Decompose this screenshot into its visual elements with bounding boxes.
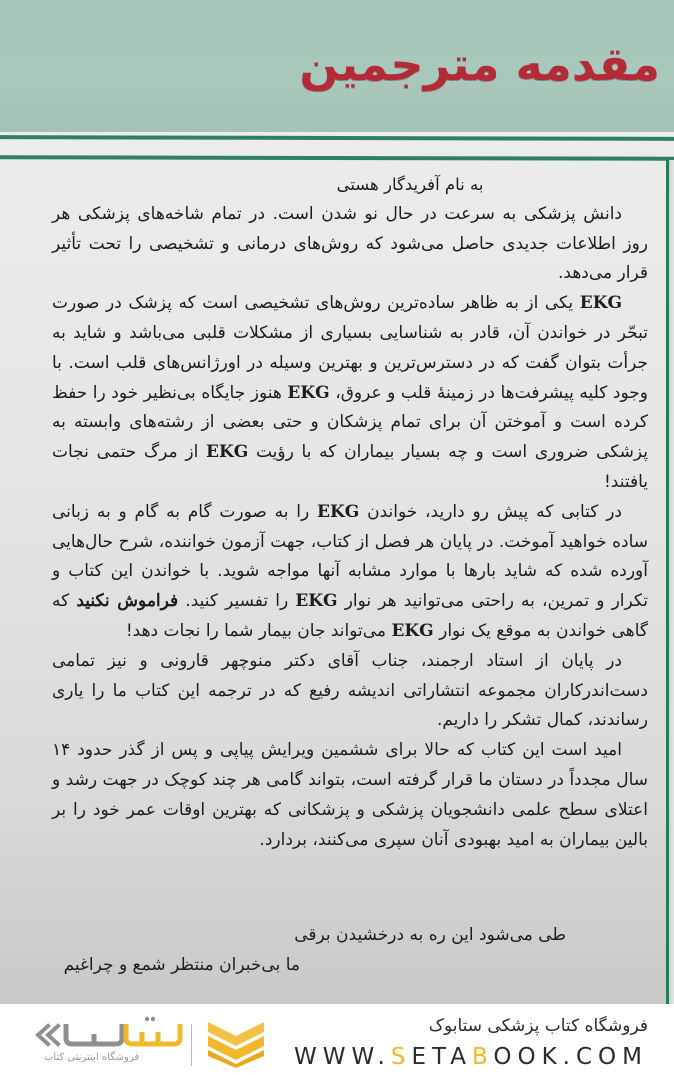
paragraph-text: یکی از به ظاهر ساده‌ترین روش‌های تشخیصی است که پزشک در صورت تبحّر در خواندن آن، قادر به شناسایی بسیاری از مشکلات قلبی می‌باشد و شاید به جرأت بتوان گفت که در دسترس‌ترین و بهترین وسیله در اورژانس‌های قلب است. با وجود کلیه پیشرفت‌ها در زمینهٔ قلب و عروق،	[52, 293, 648, 403]
paragraph-text: می‌تواند جان بیمار شما را نجات دهد!	[125, 620, 392, 641]
url-part: OOK.COM	[493, 1044, 648, 1070]
page-edge-shadow	[669, 160, 674, 1004]
paragraph-text: امید است این کتاب که حالا برای ششمین ویرایش پیاپی و پس از گذر حدود ۱۴ سال مجدداً در دستان ما قرار گرفته است، بتواند گامی هر چند کوچک در جهت رشد و اعتلای سطح علمی دانشجویان پزشکی و پزشکانی که بهترین اوقات عمر خود را بر بالین بیماران به امید بهبودی آنان سپری می‌کنند، بردارد.	[52, 740, 648, 850]
paragraph-text: در پایان از استاد ارجمند، جناب آقای دکتر منوچهر قارونی و نیز تمامی دست‌اندرکاران مجموعه انتشاراتی اندیشه رفیع که در ترجمه این کتاب ما را یاری رساندند، کمال تشکر را داریم.	[52, 650, 648, 731]
logo-divider	[191, 1024, 192, 1066]
paragraph-text: در کتابی که پیش رو دارید، خواندن	[359, 501, 622, 522]
paragraph-text: دانش پزشکی به سرعت در حال نو شدن است. در تمام شاخه‌های پزشکی هر روز اطلاعات جدیدی حاصل می‌شود که روش‌های درمانی و تشخیصی را تحت تأثیر قرار می‌دهد.	[52, 203, 648, 284]
invocation-line: به نام آفریدگار هستی	[336, 175, 484, 194]
paragraph-text: را به صورت گام به گام و به زبانی ساده خواهید آموخت. در پایان هر فصل از کتاب، جهت آزمون خواننده، شرح حال‌هایی آورده شده که شاید بارها با موارد مشابه آنها مواجه شوید. با خواندن این کتاب و تکرار و تمرین، به راحتی می‌توانید هر نوار	[52, 501, 649, 612]
poem-line-2: ما بی‌خبران منتظر شمع و چراغیم	[63, 955, 300, 975]
preface-text	[52, 170, 648, 855]
ekg-term: EKG	[206, 442, 249, 463]
chapter-title: مقدمه مترجمین	[299, 37, 660, 91]
chapter-header-band	[0, 0, 674, 132]
paragraph-1	[52, 200, 648, 289]
logo-tagline: فروشگاه اینترنتی کتاب	[44, 1052, 140, 1063]
watermark-footer	[0, 1004, 674, 1080]
url-accent-letter: S	[390, 1044, 412, 1070]
emphasis-dont-forget: فراموش نکنید	[76, 591, 179, 612]
ekg-term: EKG	[391, 620, 434, 641]
ekg-term: EKG	[317, 501, 360, 522]
store-url-link[interactable]	[294, 1044, 648, 1070]
paragraph-text: از مرگ حتمی نجات یافتند!	[52, 442, 648, 492]
paragraph-2	[52, 289, 648, 498]
wordmark-icon	[34, 1016, 184, 1052]
ekg-term: EKG	[579, 293, 622, 314]
ekg-term: EKG	[287, 382, 330, 403]
paragraph-text: هنوز جایگاه بی‌نظیر خود را حفظ کرده است و آموختن آن برای تمام پزشکان و حتی بعضی از رشته‌های وابسته به پزشکی ضروری است و چه بسیار بیماران که با رؤیت	[52, 382, 648, 463]
paragraph-4	[52, 647, 648, 736]
paragraph-text: که گاهی خواندن به موقع یک نوار	[52, 591, 648, 641]
store-name: فروشگاه کتاب پزشکی ستابوک	[428, 1016, 648, 1036]
url-part: ETA	[411, 1044, 473, 1070]
paragraph-5	[52, 736, 648, 855]
url-accent-letter: B	[472, 1044, 494, 1070]
paragraph-3	[52, 498, 648, 647]
url-part: WWW.	[293, 1044, 391, 1070]
setabook-logo[interactable]	[28, 1016, 264, 1072]
paragraph-text: را تفسیر کنید.	[178, 591, 296, 612]
chevron-stack-icon	[208, 1022, 264, 1068]
header-rule-bottom	[0, 155, 674, 160]
poem-line-1: طی می‌شود این ره به درخشیدن برقی	[294, 925, 566, 945]
ekg-term: EKG	[295, 591, 338, 612]
header-rule-top	[0, 135, 674, 141]
